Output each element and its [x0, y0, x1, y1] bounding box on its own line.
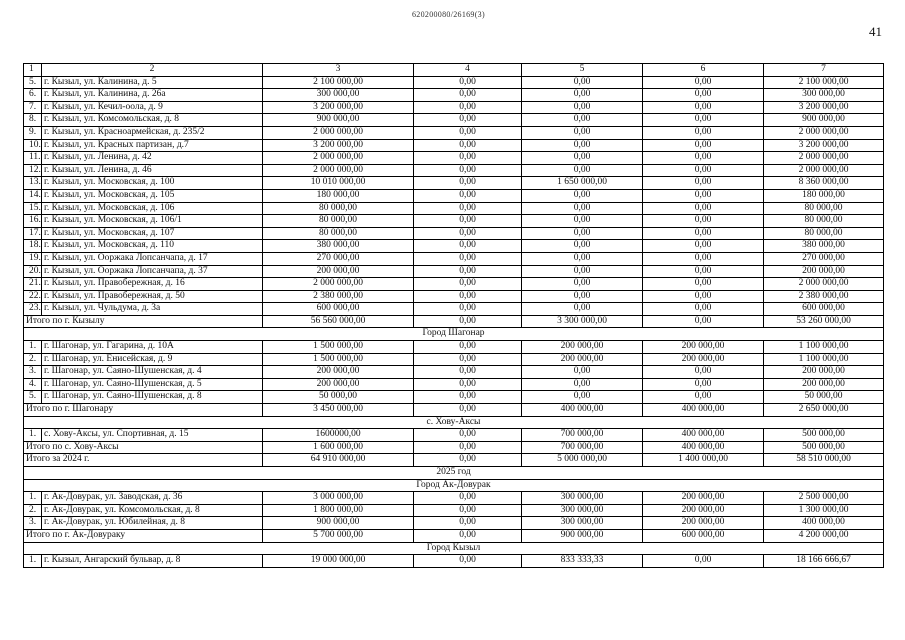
col5-cell: 0,00: [522, 227, 643, 240]
total-cost-cell: 200 000,00: [263, 366, 414, 379]
col7-cell: 2 380 000,00: [764, 290, 884, 303]
page-number: 41: [869, 24, 882, 39]
total-cost-cell: 600 000,00: [263, 303, 414, 316]
col5-cell: 200 000,00: [522, 341, 643, 354]
col4-cell: 0,00: [414, 315, 522, 328]
row-number: 9.: [24, 126, 42, 139]
col6-cell: 400 000,00: [643, 404, 764, 417]
col6-cell: 0,00: [643, 315, 764, 328]
col4-cell: 0,00: [414, 555, 522, 568]
total-cost-cell: 64 910 000,00: [263, 454, 414, 467]
column-number: 1: [24, 64, 42, 77]
col7-cell: 58 510 000,00: [764, 454, 884, 467]
table-row: [24, 139, 884, 152]
col7-cell: 3 200 000,00: [764, 101, 884, 114]
row-number: 19.: [24, 252, 42, 265]
col7-cell: 380 000,00: [764, 240, 884, 253]
address-cell: г. Ак-Довурак, ул. Комсомольская, д. 8: [42, 504, 263, 517]
column-number: 5: [522, 64, 643, 77]
row-number: 1.: [24, 341, 42, 354]
total-cost-cell: 900 000,00: [263, 517, 414, 530]
row-number: 22.: [24, 290, 42, 303]
address-cell: г. Кызыл, ул. Московская, д. 105: [42, 189, 263, 202]
address-cell: г. Кызыл, ул. Правобережная, д. 16: [42, 278, 263, 291]
address-cell: г. Кызыл, ул. Московская, д. 110: [42, 240, 263, 253]
col4-cell: 0,00: [414, 89, 522, 102]
address-cell: г. Кызыл, ул. Калинина, д. 5: [42, 76, 263, 89]
column-number: 6: [643, 64, 764, 77]
col5-cell: 0,00: [522, 378, 643, 391]
total-cost-cell: 2 000 000,00: [263, 152, 414, 165]
col6-cell: 0,00: [643, 303, 764, 316]
address-cell: г. Кызыл, ул. Красных партизан, д.7: [42, 139, 263, 152]
col4-cell: 0,00: [414, 517, 522, 530]
address-cell: г. Ак-Довурак, ул. Юбилейная, д. 8: [42, 517, 263, 530]
col5-cell: 0,00: [522, 164, 643, 177]
total-cost-cell: 270 000,00: [263, 252, 414, 265]
address-cell: г. Шагонар, ул. Енисейская, д. 9: [42, 353, 263, 366]
table-row: [24, 378, 884, 391]
budget-table: [23, 63, 884, 568]
table-row: [24, 227, 884, 240]
col5-cell: 833 333,33: [522, 555, 643, 568]
col5-cell: 0,00: [522, 202, 643, 215]
col7-cell: 50 000,00: [764, 391, 884, 404]
total-cost-cell: 200 000,00: [263, 265, 414, 278]
table-row: [24, 189, 884, 202]
col7-cell: 180 000,00: [764, 189, 884, 202]
address-cell: г. Ак-Довурак, ул. Заводская, д. 36: [42, 492, 263, 505]
col5-cell: 0,00: [522, 240, 643, 253]
col6-cell: 0,00: [643, 76, 764, 89]
table-row: [24, 164, 884, 177]
col6-cell: 0,00: [643, 378, 764, 391]
col7-cell: 600 000,00: [764, 303, 884, 316]
col7-cell: 2 650 000,00: [764, 404, 884, 417]
col6-cell: 1 400 000,00: [643, 454, 764, 467]
col6-cell: 0,00: [643, 177, 764, 190]
col4-cell: 0,00: [414, 441, 522, 454]
col7-cell: 200 000,00: [764, 366, 884, 379]
col4-cell: 0,00: [414, 101, 522, 114]
table-row: [24, 126, 884, 139]
col6-cell: 0,00: [643, 164, 764, 177]
col5-cell: 0,00: [522, 366, 643, 379]
total-cost-cell: 380 000,00: [263, 240, 414, 253]
col5-cell: 200 000,00: [522, 353, 643, 366]
row-number: 1.: [24, 492, 42, 505]
table-row: [24, 555, 884, 568]
address-cell: г. Кызыл, ул. Ооржака Лопсанчапа, д. 37: [42, 265, 263, 278]
total-row: [24, 454, 884, 467]
total-label: Итого по г. Ак-Довураку: [24, 529, 263, 542]
col5-cell: 0,00: [522, 215, 643, 228]
row-number: 15.: [24, 202, 42, 215]
col6-cell: 200 000,00: [643, 492, 764, 505]
col4-cell: 0,00: [414, 240, 522, 253]
col4-cell: 0,00: [414, 278, 522, 291]
table-row: [24, 290, 884, 303]
total-label: Итого по г. Кызылу: [24, 315, 263, 328]
total-cost-cell: 2 000 000,00: [263, 164, 414, 177]
col7-cell: 300 000,00: [764, 89, 884, 102]
table-row: [24, 504, 884, 517]
col5-cell: 0,00: [522, 76, 643, 89]
table-row: [24, 76, 884, 89]
col5-cell: 0,00: [522, 290, 643, 303]
col7-cell: 2 500 000,00: [764, 492, 884, 505]
row-number: 16.: [24, 215, 42, 228]
table-row: [24, 215, 884, 228]
table-row: [24, 89, 884, 102]
col4-cell: 0,00: [414, 126, 522, 139]
total-cost-cell: 1 500 000,00: [263, 353, 414, 366]
table-row: [24, 517, 884, 530]
col5-cell: 700 000,00: [522, 429, 643, 442]
total-cost-cell: 2 000 000,00: [263, 126, 414, 139]
total-cost-cell: 300 000,00: [263, 89, 414, 102]
col5-cell: 0,00: [522, 303, 643, 316]
row-number: 10.: [24, 139, 42, 152]
col4-cell: 0,00: [414, 189, 522, 202]
col7-cell: 1 300 000,00: [764, 504, 884, 517]
document-code: 620200080/26169(3): [412, 10, 485, 19]
col6-cell: 400 000,00: [643, 429, 764, 442]
address-cell: г. Кызыл, Ангарский бульвар, д. 8: [42, 555, 263, 568]
col5-cell: 0,00: [522, 114, 643, 127]
address-cell: г. Кызыл, ул. Правобережная, д. 50: [42, 290, 263, 303]
col4-cell: 0,00: [414, 265, 522, 278]
table-row: [24, 101, 884, 114]
total-cost-cell: 50 000,00: [263, 391, 414, 404]
col4-cell: 0,00: [414, 177, 522, 190]
col6-cell: 0,00: [643, 366, 764, 379]
col6-cell: 0,00: [643, 126, 764, 139]
total-cost-cell: 5 700 000,00: [263, 529, 414, 542]
col6-cell: 200 000,00: [643, 341, 764, 354]
col4-cell: 0,00: [414, 404, 522, 417]
col7-cell: 900 000,00: [764, 114, 884, 127]
table-row: [24, 492, 884, 505]
col7-cell: 2 000 000,00: [764, 278, 884, 291]
total-cost-cell: 10 010 000,00: [263, 177, 414, 190]
col7-cell: 1 100 000,00: [764, 353, 884, 366]
col4-cell: 0,00: [414, 341, 522, 354]
col4-cell: 0,00: [414, 227, 522, 240]
address-cell: г. Кызыл, ул. Кечил-оола, д. 9: [42, 101, 263, 114]
row-number: 20.: [24, 265, 42, 278]
row-number: 17.: [24, 227, 42, 240]
col5-cell: 0,00: [522, 126, 643, 139]
col5-cell: 0,00: [522, 139, 643, 152]
section-title: Город Ак-Довурак: [24, 479, 884, 492]
col6-cell: 200 000,00: [643, 353, 764, 366]
total-label: Итого по г. Шагонару: [24, 404, 263, 417]
column-number-row: [24, 64, 884, 77]
row-number: 3.: [24, 517, 42, 530]
col7-cell: 3 200 000,00: [764, 139, 884, 152]
address-cell: г. Кызыл, ул. Комсомольская, д. 8: [42, 114, 263, 127]
total-cost-cell: 1 800 000,00: [263, 504, 414, 517]
column-number: 7: [764, 64, 884, 77]
table-row: [24, 341, 884, 354]
section-title: Город Кызыл: [24, 542, 884, 555]
table-row: [24, 152, 884, 165]
col5-cell: 5 000 000,00: [522, 454, 643, 467]
column-number: 3: [263, 64, 414, 77]
col4-cell: 0,00: [414, 215, 522, 228]
row-number: 18.: [24, 240, 42, 253]
address-cell: г. Шагонар, ул. Гагарина, д. 10А: [42, 341, 263, 354]
col6-cell: 0,00: [643, 555, 764, 568]
col5-cell: 0,00: [522, 252, 643, 265]
table-row: [24, 303, 884, 316]
total-cost-cell: 2 100 000,00: [263, 76, 414, 89]
col7-cell: 53 260 000,00: [764, 315, 884, 328]
total-cost-cell: 80 000,00: [263, 215, 414, 228]
total-cost-cell: 56 560 000,00: [263, 315, 414, 328]
row-number: 1.: [24, 555, 42, 568]
col4-cell: 0,00: [414, 492, 522, 505]
col6-cell: 0,00: [643, 152, 764, 165]
col5-cell: 300 000,00: [522, 504, 643, 517]
table-row: [24, 278, 884, 291]
col6-cell: 0,00: [643, 189, 764, 202]
total-cost-cell: 2 380 000,00: [263, 290, 414, 303]
col4-cell: 0,00: [414, 114, 522, 127]
col6-cell: 0,00: [643, 265, 764, 278]
row-number: 23.: [24, 303, 42, 316]
col4-cell: 0,00: [414, 504, 522, 517]
table-row: [24, 240, 884, 253]
address-cell: г. Кызыл, ул. Московская, д. 107: [42, 227, 263, 240]
col4-cell: 0,00: [414, 529, 522, 542]
section-header-row: [24, 479, 884, 492]
col7-cell: 18 166 666,67: [764, 555, 884, 568]
row-number: 2.: [24, 504, 42, 517]
total-cost-cell: 80 000,00: [263, 227, 414, 240]
total-cost-cell: 80 000,00: [263, 202, 414, 215]
col5-cell: 0,00: [522, 101, 643, 114]
col4-cell: 0,00: [414, 454, 522, 467]
col6-cell: 0,00: [643, 139, 764, 152]
col4-cell: 0,00: [414, 303, 522, 316]
address-cell: г. Кызыл, ул. Ленина, д. 42: [42, 152, 263, 165]
col6-cell: 600 000,00: [643, 529, 764, 542]
row-number: 13.: [24, 177, 42, 190]
row-number: 8.: [24, 114, 42, 127]
total-cost-cell: 19 000 000,00: [263, 555, 414, 568]
table-row: [24, 202, 884, 215]
total-cost-cell: 3 000 000,00: [263, 492, 414, 505]
col7-cell: 80 000,00: [764, 227, 884, 240]
col7-cell: 200 000,00: [764, 265, 884, 278]
col7-cell: 80 000,00: [764, 215, 884, 228]
row-number: 6.: [24, 89, 42, 102]
col7-cell: 2 000 000,00: [764, 152, 884, 165]
table-row: [24, 391, 884, 404]
col6-cell: 200 000,00: [643, 517, 764, 530]
col7-cell: 500 000,00: [764, 441, 884, 454]
col7-cell: 1 100 000,00: [764, 341, 884, 354]
address-cell: г. Шагонар, ул. Саяно-Шушенская, д. 8: [42, 391, 263, 404]
col6-cell: 0,00: [643, 290, 764, 303]
total-cost-cell: 3 450 000,00: [263, 404, 414, 417]
col4-cell: 0,00: [414, 152, 522, 165]
row-number: 12.: [24, 164, 42, 177]
total-cost-cell: 900 000,00: [263, 114, 414, 127]
col4-cell: 0,00: [414, 391, 522, 404]
col7-cell: 2 100 000,00: [764, 76, 884, 89]
col5-cell: 0,00: [522, 89, 643, 102]
total-row: [24, 404, 884, 417]
col5-cell: 3 300 000,00: [522, 315, 643, 328]
row-number: 7.: [24, 101, 42, 114]
col5-cell: 0,00: [522, 265, 643, 278]
col6-cell: 0,00: [643, 252, 764, 265]
col6-cell: 0,00: [643, 202, 764, 215]
total-label: Итого по с. Хову-Аксы: [24, 441, 263, 454]
col7-cell: 4 200 000,00: [764, 529, 884, 542]
total-row: [24, 441, 884, 454]
col4-cell: 0,00: [414, 139, 522, 152]
column-number: 4: [414, 64, 522, 77]
col6-cell: 400 000,00: [643, 441, 764, 454]
section-header-row: [24, 328, 884, 341]
table-row: [24, 429, 884, 442]
col7-cell: 400 000,00: [764, 517, 884, 530]
section-header-row: [24, 416, 884, 429]
total-cost-cell: 1600000,00: [263, 429, 414, 442]
section-title: Город Шагонар: [24, 328, 884, 341]
total-row: [24, 315, 884, 328]
total-cost-cell: 1 500 000,00: [263, 341, 414, 354]
col4-cell: 0,00: [414, 429, 522, 442]
table-row: [24, 252, 884, 265]
col4-cell: 0,00: [414, 202, 522, 215]
col4-cell: 0,00: [414, 378, 522, 391]
col5-cell: 1 650 000,00: [522, 177, 643, 190]
address-cell: г. Шагонар, ул. Саяно-Шушенская, д. 5: [42, 378, 263, 391]
col7-cell: 80 000,00: [764, 202, 884, 215]
total-label: Итого за 2024 г.: [24, 454, 263, 467]
section-header-row: [24, 467, 884, 480]
address-cell: с. Хову-Аксы, ул. Спортивная, д. 15: [42, 429, 263, 442]
col4-cell: 0,00: [414, 353, 522, 366]
total-cost-cell: 3 200 000,00: [263, 101, 414, 114]
col4-cell: 0,00: [414, 76, 522, 89]
row-number: 14.: [24, 189, 42, 202]
column-number: 2: [42, 64, 263, 77]
col5-cell: 0,00: [522, 391, 643, 404]
row-number: 2.: [24, 353, 42, 366]
total-cost-cell: 200 000,00: [263, 378, 414, 391]
col4-cell: 0,00: [414, 290, 522, 303]
col5-cell: 700 000,00: [522, 441, 643, 454]
row-number: 5.: [24, 76, 42, 89]
address-cell: г. Шагонар, ул. Саяно-Шушенская, д. 4: [42, 366, 263, 379]
col4-cell: 0,00: [414, 366, 522, 379]
row-number: 3.: [24, 366, 42, 379]
col5-cell: 900 000,00: [522, 529, 643, 542]
row-number: 21.: [24, 278, 42, 291]
col6-cell: 0,00: [643, 278, 764, 291]
col7-cell: 200 000,00: [764, 378, 884, 391]
col7-cell: 500 000,00: [764, 429, 884, 442]
col5-cell: 300 000,00: [522, 492, 643, 505]
row-number: 4.: [24, 378, 42, 391]
table-row: [24, 265, 884, 278]
col7-cell: 270 000,00: [764, 252, 884, 265]
col5-cell: 300 000,00: [522, 517, 643, 530]
total-cost-cell: 1 600 000,00: [263, 441, 414, 454]
section-title: 2025 год: [24, 467, 884, 480]
col4-cell: 0,00: [414, 252, 522, 265]
col6-cell: 0,00: [643, 240, 764, 253]
section-header-row: [24, 542, 884, 555]
col7-cell: 2 000 000,00: [764, 126, 884, 139]
col7-cell: 8 360 000,00: [764, 177, 884, 190]
col5-cell: 0,00: [522, 278, 643, 291]
total-row: [24, 529, 884, 542]
col5-cell: 400 000,00: [522, 404, 643, 417]
col6-cell: 0,00: [643, 215, 764, 228]
row-number: 11.: [24, 152, 42, 165]
address-cell: г. Кызыл, ул. Московская, д. 106/1: [42, 215, 263, 228]
col6-cell: 0,00: [643, 101, 764, 114]
col7-cell: 2 000 000,00: [764, 164, 884, 177]
address-cell: г. Кызыл, ул. Чульдума, д. 3а: [42, 303, 263, 316]
table-row: [24, 366, 884, 379]
section-title: с. Хову-Аксы: [24, 416, 884, 429]
row-number: 1.: [24, 429, 42, 442]
address-cell: г. Кызыл, ул. Московская, д. 100: [42, 177, 263, 190]
address-cell: г. Кызыл, ул. Московская, д. 106: [42, 202, 263, 215]
total-cost-cell: 180 000,00: [263, 189, 414, 202]
col6-cell: 0,00: [643, 391, 764, 404]
col6-cell: 0,00: [643, 89, 764, 102]
table-row: [24, 177, 884, 190]
row-number: 5.: [24, 391, 42, 404]
table-body: [24, 64, 884, 568]
col5-cell: 0,00: [522, 189, 643, 202]
table-row: [24, 353, 884, 366]
col6-cell: 200 000,00: [643, 504, 764, 517]
table-row: [24, 114, 884, 127]
address-cell: г. Кызыл, ул. Калинина, д. 26а: [42, 89, 263, 102]
total-cost-cell: 3 200 000,00: [263, 139, 414, 152]
col6-cell: 0,00: [643, 114, 764, 127]
address-cell: г. Кызыл, ул. Ооржака Лопсанчапа, д. 17: [42, 252, 263, 265]
total-cost-cell: 2 000 000,00: [263, 278, 414, 291]
col4-cell: 0,00: [414, 164, 522, 177]
col6-cell: 0,00: [643, 227, 764, 240]
address-cell: г. Кызыл, ул. Красноармейская, д. 235/2: [42, 126, 263, 139]
address-cell: г. Кызыл, ул. Ленина, д. 46: [42, 164, 263, 177]
col5-cell: 0,00: [522, 152, 643, 165]
